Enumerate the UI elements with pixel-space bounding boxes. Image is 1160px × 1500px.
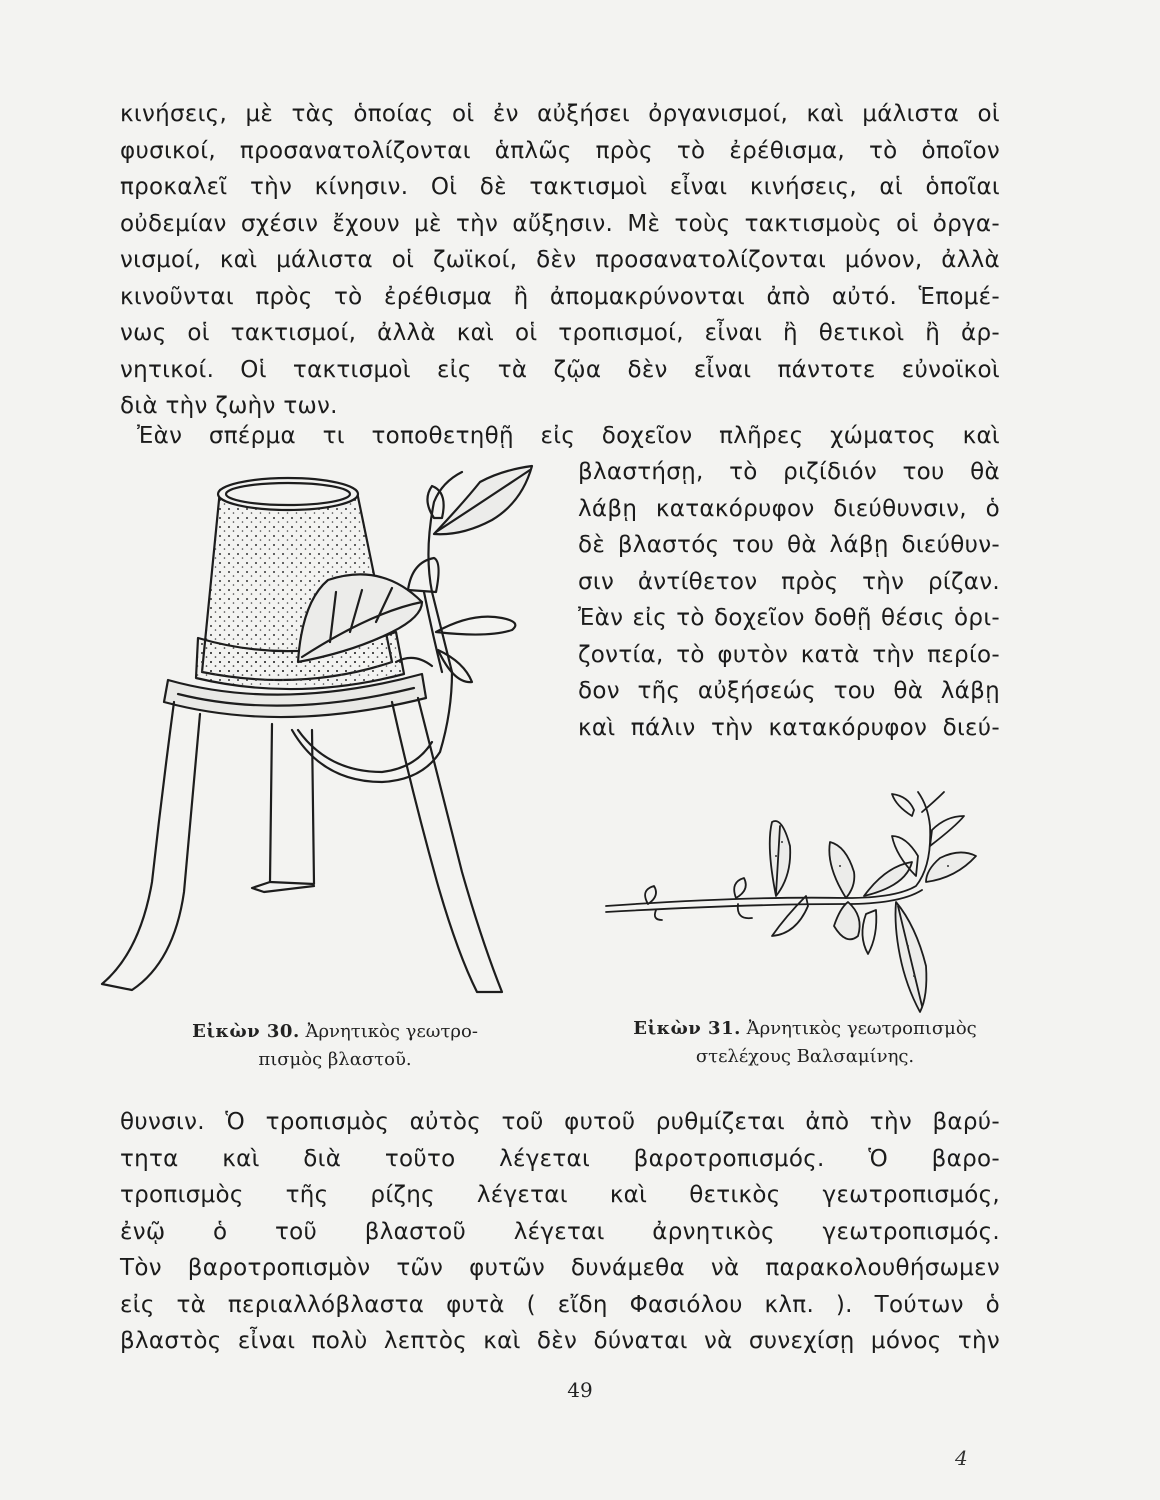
paragraph-seed-first-line [137, 418, 1000, 455]
caption-line: πισμὸς βλαστοῦ. [258, 1049, 412, 1070]
text-line: κινοῦνται πρὸς τὸ ἐρέθισμα ἢ ἀπομακρύνονται ἀπὸ αὐτό. Ἑπομέ- [120, 283, 1000, 310]
page-number: 49 [567, 1378, 593, 1402]
caption-line: στελέχους Βαλσαμίνης. [695, 1046, 915, 1067]
paragraph-seed-side-column [578, 454, 1000, 746]
text-line: Ἐὰν σπέρμα τι τοποθετηθῇ εἰς δοχεῖον πλῆρες χώματος καὶ [137, 423, 1000, 449]
figure-30-inverted-pot-illustration [92, 462, 562, 1002]
text-line: νως οἱ τακτισμοί, ἀλλὰ καὶ οἱ τροπισμοί, εἶναι ἢ θετικοὶ ἢ ἀρ- [120, 320, 1000, 346]
text-line: νητικοί. Οἱ τακτισμοὶ εἰς τὰ ζῷα δὲν εἶναι πάντοτε εὐνοϊκοὶ [120, 356, 1000, 383]
text-line: βλαστήσῃ, τὸ ριζίδιόν του θὰ [578, 459, 1000, 485]
text-line: τροπισμὸς τῆς ρίζης λέγεται καὶ θετικὸς γεωτροπισμός, [120, 1182, 1000, 1208]
text-line: εἰς τὰ περιαλλόβλαστα φυτὰ ( εἴδη Φασιόλου κλπ. ). Τούτων ὁ [120, 1291, 1000, 1318]
text-line: Ἐὰν εἰς τὸ δοχεῖον δοθῇ θέσις ὁρι- [578, 605, 1000, 631]
caption-text: Ἀρνητικὸς γεωτρο- [305, 1021, 478, 1042]
caption-line [130, 1018, 540, 1046]
text-line: οὐδεμίαν σχέσιν ἔχουν μὲ τὴν αὔξησιν. Μὲ τοὺς τακτισμοὺς οἱ ὀργα- [120, 210, 1000, 237]
text-line: δὲ βλαστός του θὰ λάβῃ διεύθυν- [578, 532, 1000, 558]
text-line: ζοντία, τὸ φυτὸν κατὰ τὴν περίο- [578, 641, 1000, 668]
text-line: νισμοί, καὶ μάλιστα οἱ ζωϊκοί, δὲν προσανατολίζονται μόνον, ἀλλὰ [120, 247, 1000, 273]
signature-mark: 4 [955, 1446, 968, 1470]
text-line: λάβῃ κατακόρυφον διεύθυνσιν, ὁ [578, 495, 1000, 522]
text-line: φυσικοί, προσανατολίζονται ἁπλῶς πρὸς τὸ ἐρέθισμα, τὸ ὁποῖον [120, 137, 1000, 164]
text-line: διὰ τὴν ζωὴν των. [120, 393, 338, 419]
figure-label: Εἰκὼν 31. [633, 1018, 741, 1039]
text-line: σιν ἀντίθετον πρὸς τὴν ρίζαν. [578, 568, 1000, 595]
text-line: δον τῆς αὐξήσεώς του θὰ λάβῃ [578, 678, 1000, 704]
figure-31-balsam-stem-illustration [596, 786, 1016, 1016]
figure-label: Εἰκὼν 30. [192, 1021, 300, 1042]
text-line: θυνσιν. Ὁ τροπισμὸς αὐτὸς τοῦ φυτοῦ ρυθμίζεται ἀπὸ τὴν βαρύ- [120, 1109, 1000, 1135]
text-line: βλαστὸς εἶναι πολὺ λεπτὸς καὶ δὲν δύναται νὰ συνεχίσῃ μόνος τὴν [120, 1328, 1000, 1354]
text-line: Τὸν βαροτροπισμὸν τῶν φυτῶν δυνάμεθα νὰ παρακολουθήσωμεν [120, 1255, 1000, 1281]
caption-text: Ἀρνητικὸς γεωτροπισμὸς [746, 1018, 977, 1039]
text-line: κινήσεις, μὲ τὰς ὁποίας οἱ ἐν αὐξήσει ὀργανισμοί, καὶ μάλιστα οἱ [120, 101, 1000, 127]
figure-31-caption [590, 1015, 1020, 1071]
figure-30-caption [130, 1018, 540, 1074]
text-line: καὶ πάλιν τὴν κατακόρυφον διεύ- [578, 714, 1000, 741]
text-line: προκαλεῖ τὴν κίνησιν. Οἱ δὲ τακτισμοὶ εἶναι κινήσεις, αἱ ὁποῖαι [120, 174, 1000, 200]
paragraph-barotropism [120, 1104, 1000, 1360]
paragraph-tropisms-taxes [120, 96, 1000, 425]
text-line: ἐνῷ ὁ τοῦ βλαστοῦ λέγεται ἀρνητικὸς γεωτροπισμός. [120, 1218, 1000, 1245]
text-line: τητα καὶ διὰ τοῦτο λέγεται βαροτροπισμός. Ὁ βαρο- [120, 1145, 1000, 1172]
caption-line [590, 1015, 1020, 1043]
